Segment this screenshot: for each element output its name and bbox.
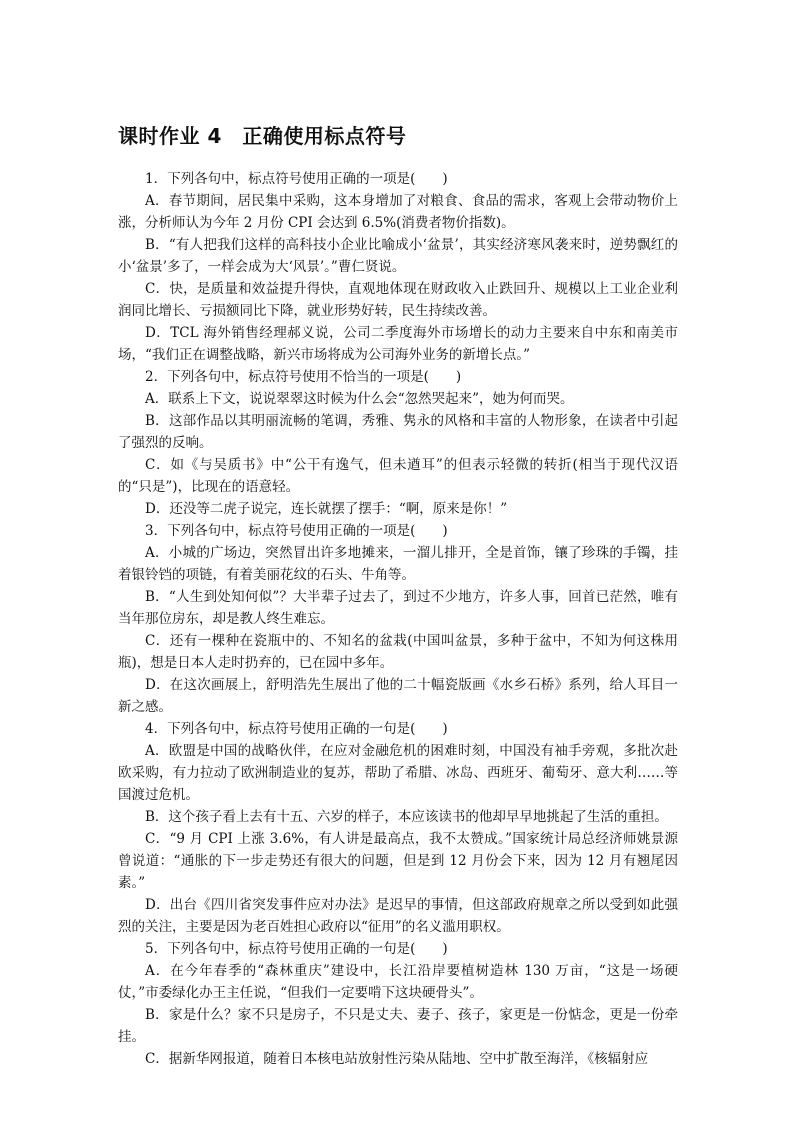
answer-option: A．联系上下文，说说翠翠这时候为什么会“忽然哭起来”，她为何而哭。 <box>145 391 574 407</box>
answer-option: A．春节期间，居民集中采购，这本身增加了对粮食、食品的需求，客观上会带动物价上涨，分析师认为今年 2 月份 CPI 会达到 6.5%(消费者物价指数)。 <box>118 193 678 231</box>
answer-option: D．还没等二虎子说完，连长就摆了摆手：“啊，原来是你！” <box>145 501 508 517</box>
question-stem: 5．下列各句中，标点符号使用正确的一句是( ) <box>145 941 448 957</box>
answer-option: C．快，是质量和效益提升得快，直观地体现在财政收入止跌回升、规模以上工业企业利润同比增长、亏损额同比下降，就业形势好转，民生持续改善。 <box>118 281 678 319</box>
answer-option: D．TCL 海外销售经理郝义说，公司二季度海外市场增长的动力主要来自中东和南美市场，“我们正在调整战略，新兴市场将成为公司海外业务的新增长点。” <box>118 325 678 363</box>
question-stem: 4．下列各句中，标点符号使用正确的一句是( ) <box>145 721 448 737</box>
answer-option: D．在这次画展上，舒明浩先生展出了他的二十幅瓷版画《水乡石桥》系列，给人耳目一新之感。 <box>118 677 678 715</box>
answer-option: C．还有一棵种在瓷瓶中的、不知名的盆栽(中国叫盆景，多种于盆中，不知为何这株用瓶)，想是日本人走时扔弃的，已在园中多年。 <box>118 633 678 671</box>
document-page <box>118 122 678 1070</box>
answer-option: B．这个孩子看上去有十五、六岁的样子，本应该读书的他却早早地挑起了生活的重担。 <box>145 809 668 825</box>
answer-option: C．“9 月 CPI 上涨 3.6%，有人讲是最高点，我不太赞成。”国家统计局总经济师姚景源曾说道：“通胀的下一步走势还有很大的问题，但是到 12 月份会下来，因为 12 月有翘尾因素。” <box>118 831 678 891</box>
page-title: 课时作业 4 正确使用标点符号 <box>118 124 407 148</box>
answer-option: A．欧盟是中国的战略伙伴，在应对金融危机的困难时刻，中国没有袖手旁观，多批次赴欧采购，有力拉动了欧洲制造业的复苏，帮助了希腊、冰岛、西班牙、葡萄牙、意大利……等国渡过危机。 <box>118 743 678 803</box>
answer-option: A．小城的广场边，突然冒出许多地摊来，一溜儿排开，全是首饰，镶了珍珠的手镯，挂着银铃铛的项链，有着美丽花纹的石头、牛角等。 <box>118 545 678 583</box>
answer-option: C．据新华网报道，随着日本核电站放射性污染从陆地、空中扩散至海洋，《核辐射应 <box>145 1051 649 1067</box>
answer-option: A．在今年春季的“森林重庆”建设中，长江沿岸要植树造林 130 万亩，“这是一场硬仗，”市委绿化办王主任说，“但我们一定要啃下这块硬骨头”。 <box>118 963 678 1001</box>
answer-option: B．家是什么？家不只是房子，不只是丈夫、妻子、孩子，家更是一份惦念，更是一份牵挂。 <box>118 1007 678 1045</box>
question-stem: 2．下列各句中，标点符号使用不恰当的一项是( ) <box>145 369 462 385</box>
question-stem: 3．下列各句中，标点符号使用正确的一项是( ) <box>145 523 448 539</box>
question-stem: 1．下列各句中，标点符号使用正确的一项是( ) <box>145 171 448 187</box>
answer-option: B．“人生到处知何似”？大半辈子过去了，到过不少地方，许多人事，回首已茫然，唯有当年那位房东，却是教人终生难忘。 <box>118 589 678 627</box>
answer-option: B．“有人把我们这样的高科技小企业比喻成小‘盆景’，其实经济寒风袭来时，逆势飘红的小‘盆景’多了，一样会成为大‘风景’。”曹仁贤说。 <box>118 237 678 275</box>
answer-option: D．出台《四川省突发事件应对办法》是迟早的事情，但这部政府规章之所以受到如此强烈的关注，主要是因为老百姓担心政府以“征用”的名义滥用职权。 <box>118 897 678 935</box>
document-body <box>118 168 678 1070</box>
answer-option: C．如《与吴质书》中“公干有逸气，但未遒耳”的但表示轻微的转折(相当于现代汉语的“只是”)，比现在的语意轻。 <box>118 457 678 495</box>
answer-option: B．这部作品以其明丽流畅的笔调，秀雅、隽永的风格和丰富的人物形象，在读者中引起了强烈的反响。 <box>118 413 678 451</box>
